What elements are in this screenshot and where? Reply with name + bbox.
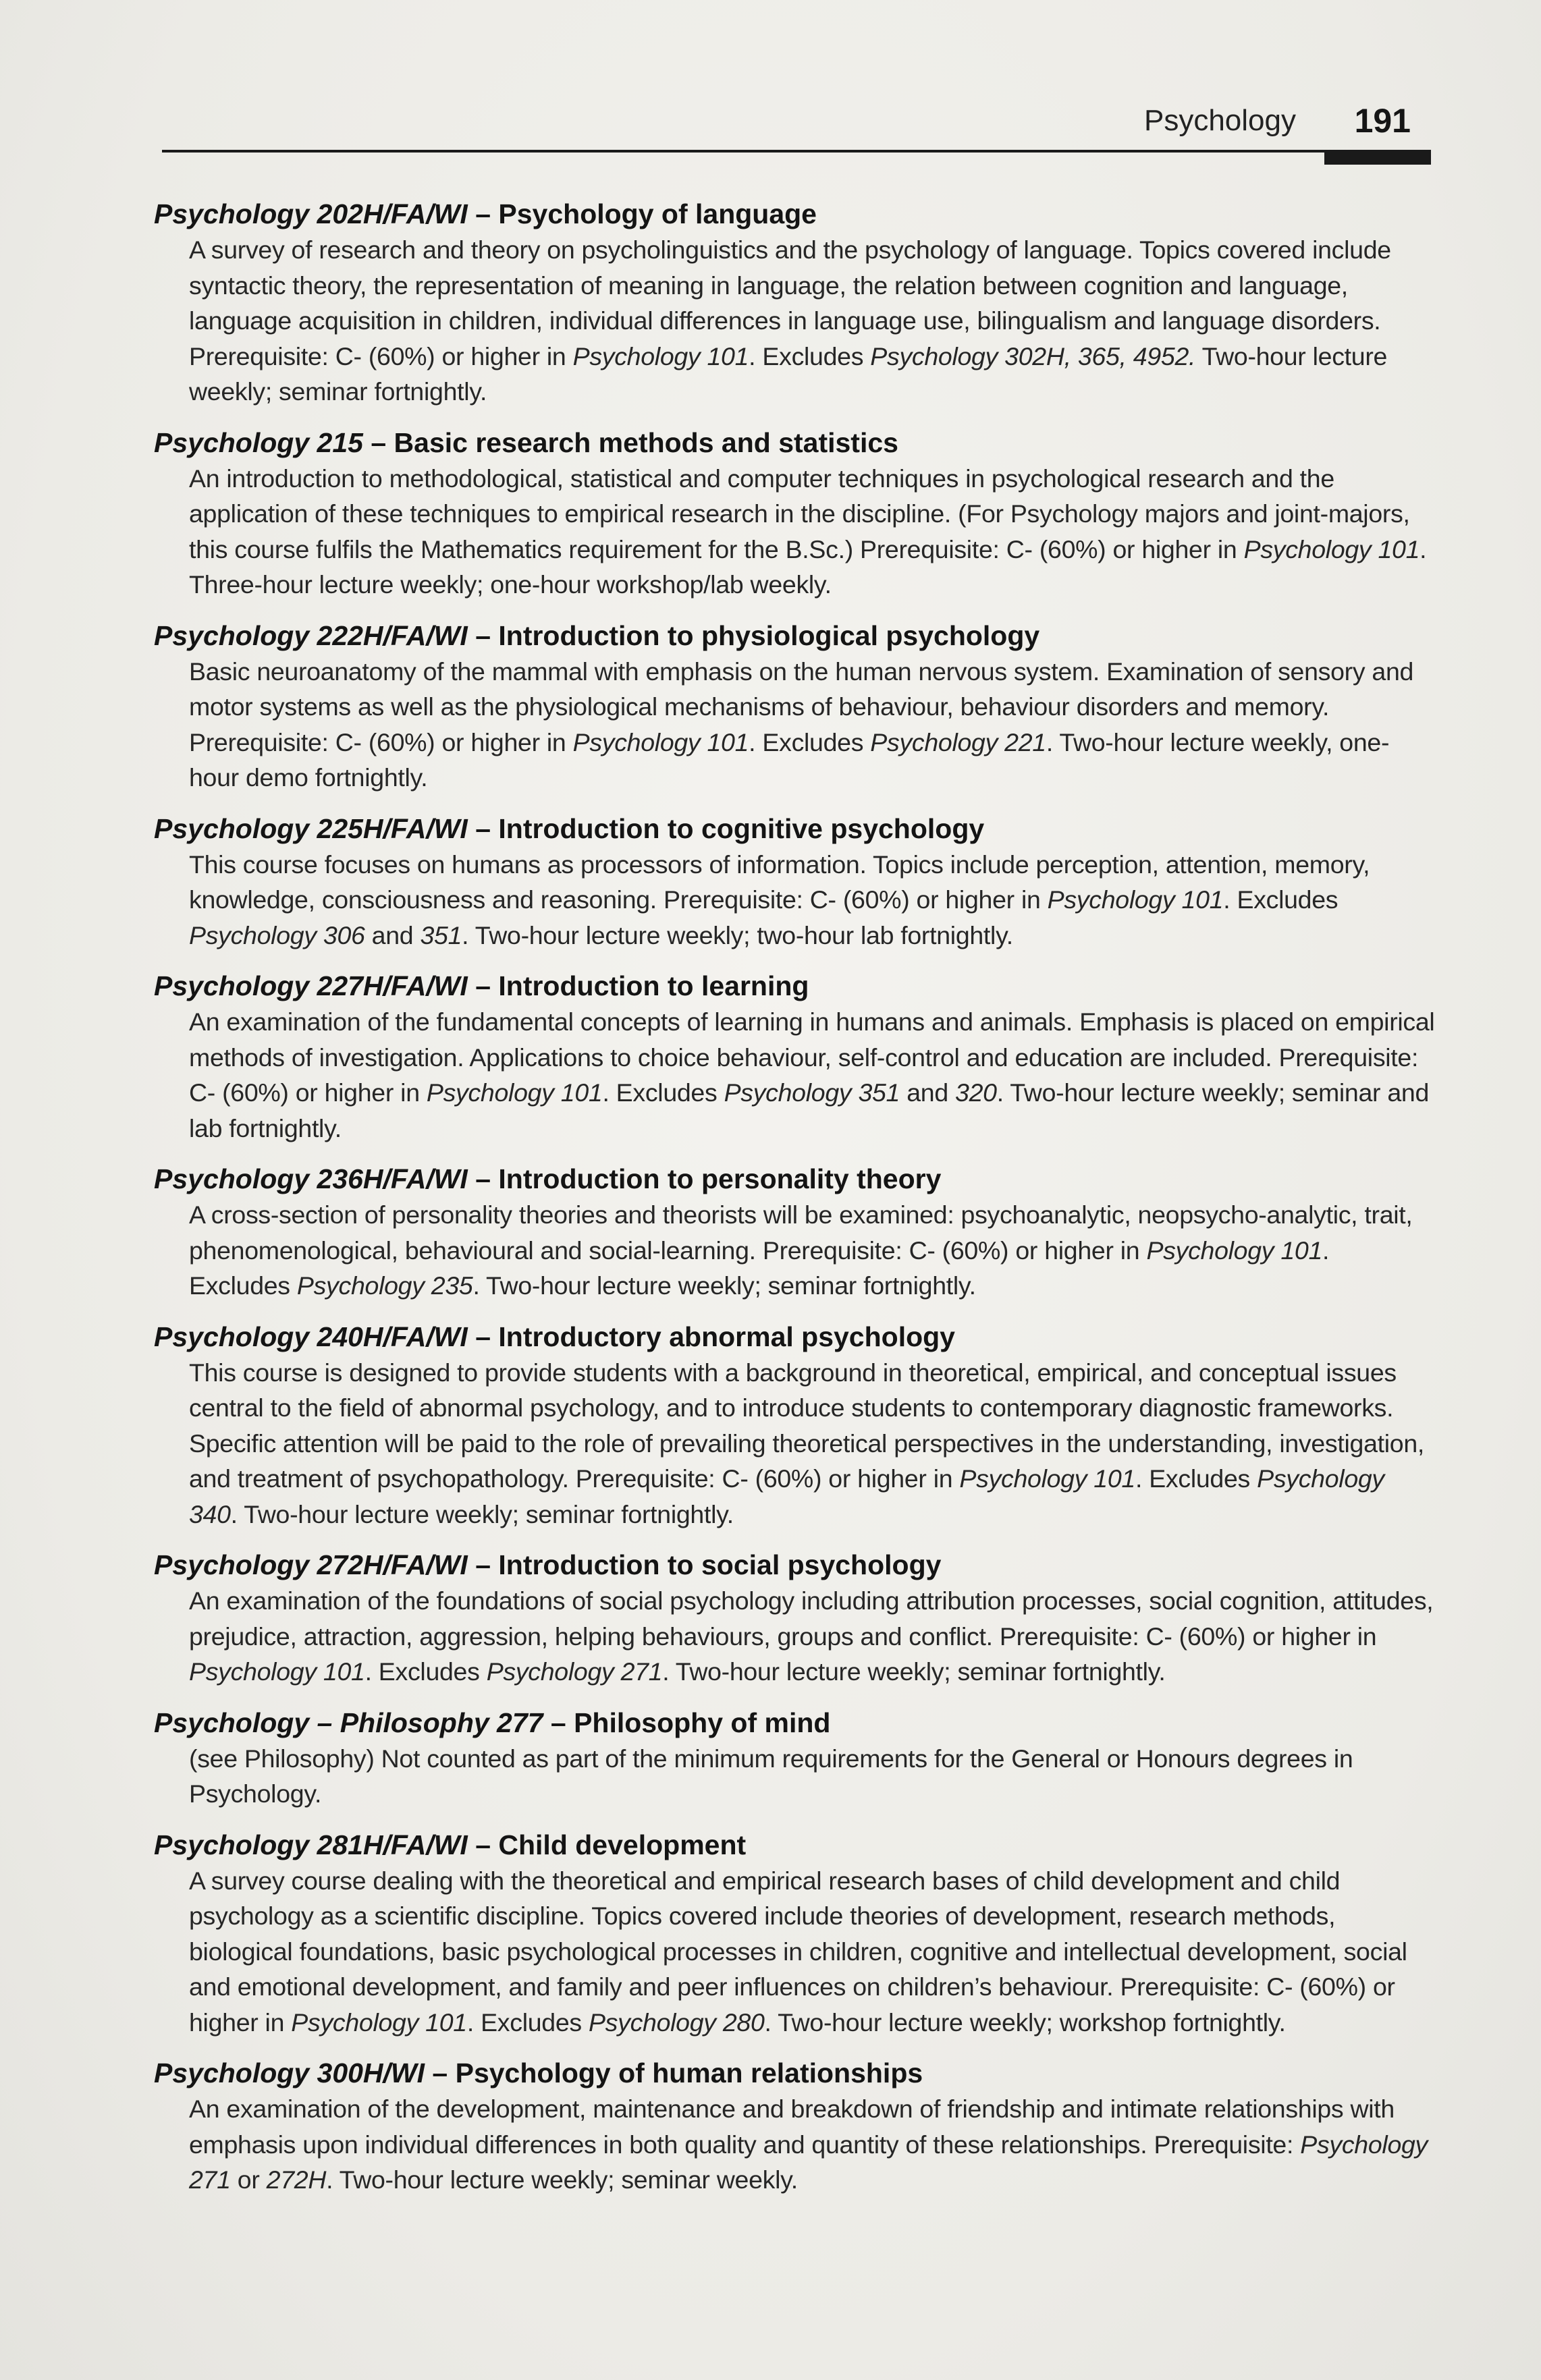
course-title: Basic research methods and statistics [394, 426, 898, 458]
course-heading: Psychology 272H/FA/WI – Introduction to social psychology [154, 1549, 942, 1580]
course-heading: Psychology 202H/FA/WI – Psychology of language [154, 198, 817, 229]
course-description [189, 1004, 1436, 1146]
description-text: A cross-section of personality theories and theorists will be examined: psychoanalytic, neopsycho-analytic, trait, phenomenological, behavioural and social-learning. Prerequisite: C- (60%) or higher in [189, 1200, 1413, 1265]
course-heading: Psychology 225H/FA/WI – Introduction to cognitive psychology [154, 812, 985, 844]
course-reference: 272H [266, 2165, 327, 2194]
course-entry [154, 424, 1436, 603]
course-title: Child development [498, 1829, 747, 1860]
course-description [189, 1355, 1436, 1532]
course-description [189, 1197, 1436, 1304]
description-text: Two-hour lecture weekly; seminar fortnightly. [189, 341, 1388, 406]
course-entry [154, 2055, 1436, 2198]
description-text: . Two-hour lecture weekly; seminar fortnightly. [662, 1657, 1166, 1686]
course-reference: Psychology 101 [189, 1657, 365, 1686]
description-text: . Two-hour lecture weekly, one-hour demo fortnightly. [189, 727, 1390, 792]
course-reference: Psychology 101 [291, 2008, 467, 2037]
course-entry [154, 968, 1436, 1146]
course-title: Philosophy of mind [574, 1707, 831, 1738]
course-heading: Psychology – Philosophy 277 – Philosophy of mind [154, 1707, 831, 1738]
course-entry [154, 196, 1436, 410]
description-text: and [900, 1078, 956, 1107]
description-text: . Excludes [1223, 885, 1339, 914]
description-text: . Excludes [466, 2008, 589, 2037]
course-reference: Psychology 302H, 365, 4952. [870, 341, 1196, 370]
course-code: Psychology 272H/FA/WI [154, 1549, 468, 1580]
course-entry [154, 810, 1436, 953]
description-text: . Excludes [749, 727, 871, 756]
course-heading: Psychology 300H/WI – Psychology of human relationships [154, 2057, 923, 2088]
course-heading: Psychology 240H/FA/WI – Introductory abnormal psychology [154, 1321, 955, 1352]
course-reference: Psychology 271 [189, 2130, 1428, 2194]
course-heading: Psychology 281H/FA/WI – Child development [154, 1829, 747, 1860]
description-text: or [230, 2165, 267, 2194]
course-description [189, 1741, 1436, 1812]
header-rule-tab [1324, 150, 1431, 165]
course-description [189, 1583, 1436, 1690]
course-reference: Psychology 101 [1146, 1236, 1323, 1265]
course-title: Introduction to learning [498, 970, 809, 1001]
course-reference: Psychology 101 [426, 1078, 603, 1107]
course-reference: 351 [420, 920, 462, 949]
description-text: An introduction to methodological, statistical and computer techniques in psychological research and the application of these techniques to empirical research in the discipline. (For Psychology majors and joint-majors, this course fulfils the Mathematics requirement for the B.Sc.) Prerequisite: C- (60%) or higher in [189, 464, 1410, 563]
description-text: This course focuses on humans as processors of information. Topics include perception, attention, memory, knowledge, consciousness and reasoning. Prerequisite: C- (60%) or higher in [189, 850, 1370, 914]
course-reference: Psychology 101 [572, 727, 749, 756]
course-reference: Psychology 221 [870, 727, 1046, 756]
course-code: Psychology 225H/FA/WI [154, 812, 468, 844]
course-title: Introduction to cognitive psychology [498, 812, 985, 844]
course-title: Introduction to physiological psychology [498, 619, 1040, 651]
course-description [189, 232, 1436, 410]
description-text: . Excludes [364, 1657, 487, 1686]
course-reference: Psychology 306 [189, 920, 365, 949]
description-text: An examination of the fundamental concepts of learning in humans and animals. Emphasis is placed on empirical methods of investigation. Applications to choice behaviour, self-control and education are included. Prerequisite: C- (60%) or higher in [189, 1007, 1435, 1107]
course-reference: Psychology 101 [1243, 534, 1420, 563]
course-code: Psychology 240H/FA/WI [154, 1321, 468, 1352]
description-text: (see Philosophy) Not counted as part of the minimum requirements for the General or Honours degrees in Psychology. [189, 1744, 1353, 1808]
course-description [189, 2091, 1436, 2198]
description-text: An examination of the foundations of social psychology including attribution processes, social cognition, attitudes, prejudice, attraction, aggression, helping behaviours, groups and conflict. Prerequisite: C- (60%) or higher in [189, 1586, 1434, 1651]
course-reference: Psychology 101 [959, 1464, 1135, 1493]
description-text: A survey course dealing with the theoretical and empirical research bases of child development and child psychology as a scientific discipline. Topics covered include theories of development, research methods, biological foundations, basic psychological processes in children, cognitive and intellectual development, social and emotional development, and family and peer influences on children’s behaviour. Prerequisite: C- (60%) or higher in [189, 1866, 1407, 2037]
course-entry [154, 1705, 1436, 1812]
course-list [154, 196, 1436, 2213]
course-title: Introductory abnormal psychology [498, 1321, 955, 1352]
course-title: Introduction to personality theory [498, 1163, 942, 1194]
course-description [189, 1863, 1436, 2041]
header-rule [162, 150, 1431, 153]
course-reference: Psychology 340 [189, 1464, 1384, 1528]
course-description [189, 461, 1436, 603]
description-text: . Two-hour lecture weekly; seminar and lab fortnightly. [189, 1078, 1429, 1142]
course-reference: Psychology 101 [572, 341, 749, 370]
course-code: Psychology – Philosophy 277 [154, 1707, 543, 1738]
description-text: . Excludes [602, 1078, 724, 1107]
course-code: Psychology 300H/WI [154, 2057, 425, 2088]
course-heading: Psychology 227H/FA/WI – Introduction to learning [154, 970, 809, 1001]
course-reference: 320 [955, 1078, 997, 1107]
description-text: This course is designed to provide students with a background in theoretical, empirical, and conceptual issues central to the field of abnormal psychology, and to introduce students to contemporary diagnostic frameworks. Specific attention will be paid to the role of prevailing theoretical perspectives in the understanding, investigation, and treatment of psychopathology. Prerequisite: C- (60%) or higher in [189, 1358, 1424, 1493]
description-text: Basic neuroanatomy of the mammal with emphasis on the human nervous system. Examination of sensory and motor systems as well as the physiological mechanisms of behaviour, behaviour disorders and memory. Prerequisite: C- (60%) or higher in [189, 657, 1414, 756]
description-text: and [364, 920, 421, 949]
course-heading: Psychology 215 – Basic research methods and statistics [154, 426, 898, 458]
description-text: . Three-hour lecture weekly; one-hour workshop/lab weekly. [189, 534, 1427, 599]
description-text: . Two-hour lecture weekly; workshop fortnightly. [764, 2008, 1286, 2037]
course-reference: Psychology 101 [1047, 885, 1224, 914]
course-description [189, 847, 1436, 953]
course-heading: Psychology 236H/FA/WI – Introduction to personality theory [154, 1163, 942, 1194]
course-code: Psychology 202H/FA/WI [154, 198, 468, 229]
description-text: . Two-hour lecture weekly; seminar weekly. [326, 2165, 798, 2194]
course-reference: Psychology 235 [296, 1271, 473, 1300]
course-entry [154, 1161, 1436, 1304]
description-text: . Excludes [749, 341, 871, 370]
description-text: . Two-hour lecture weekly; seminar fortnightly. [472, 1271, 976, 1300]
running-head [162, 101, 1431, 150]
course-code: Psychology 215 [154, 426, 363, 458]
description-text: . Excludes [189, 1236, 1330, 1300]
description-text: . Two-hour lecture weekly; two-hour lab fortnightly. [462, 920, 1013, 949]
course-title: Psychology of human relationships [455, 2057, 923, 2088]
course-title: Psychology of language [498, 198, 817, 229]
page-number: 191 [1354, 102, 1411, 140]
course-code: Psychology 222H/FA/WI [154, 619, 468, 651]
course-code: Psychology 227H/FA/WI [154, 970, 468, 1001]
course-entry [154, 1319, 1436, 1532]
description-text: An examination of the development, maintenance and breakdown of friendship and intimate relationships with emphasis upon individual differences in both quality and quantity of these relationships. Prerequisite: [189, 2095, 1395, 2159]
running-head-section: Psychology [1143, 104, 1296, 137]
course-title: Introduction to social psychology [498, 1549, 942, 1580]
course-reference: Psychology 280 [588, 2008, 765, 2037]
course-reference: Psychology 351 [724, 1078, 900, 1107]
course-code: Psychology 281H/FA/WI [154, 1829, 468, 1860]
course-heading: Psychology 222H/FA/WI – Introduction to physiological psychology [154, 619, 1040, 651]
course-entry [154, 1547, 1436, 1690]
description-text: . Two-hour lecture weekly; seminar fortnightly. [230, 1499, 734, 1528]
course-reference: Psychology 271 [486, 1657, 663, 1686]
description-text: . Excludes [1135, 1464, 1258, 1493]
description-text: A survey of research and theory on psycholinguistics and the psychology of language. Topics covered include syntactic theory, the representation of meaning in language, the relation between cognition and language, language acquisition in children, individual differences in language use, bilingualism and language disorders. Prerequisite: C- (60%) or higher in [189, 236, 1391, 370]
course-code: Psychology 236H/FA/WI [154, 1163, 468, 1194]
course-description [189, 654, 1436, 796]
course-entry [154, 1827, 1436, 2041]
course-entry [154, 617, 1436, 796]
